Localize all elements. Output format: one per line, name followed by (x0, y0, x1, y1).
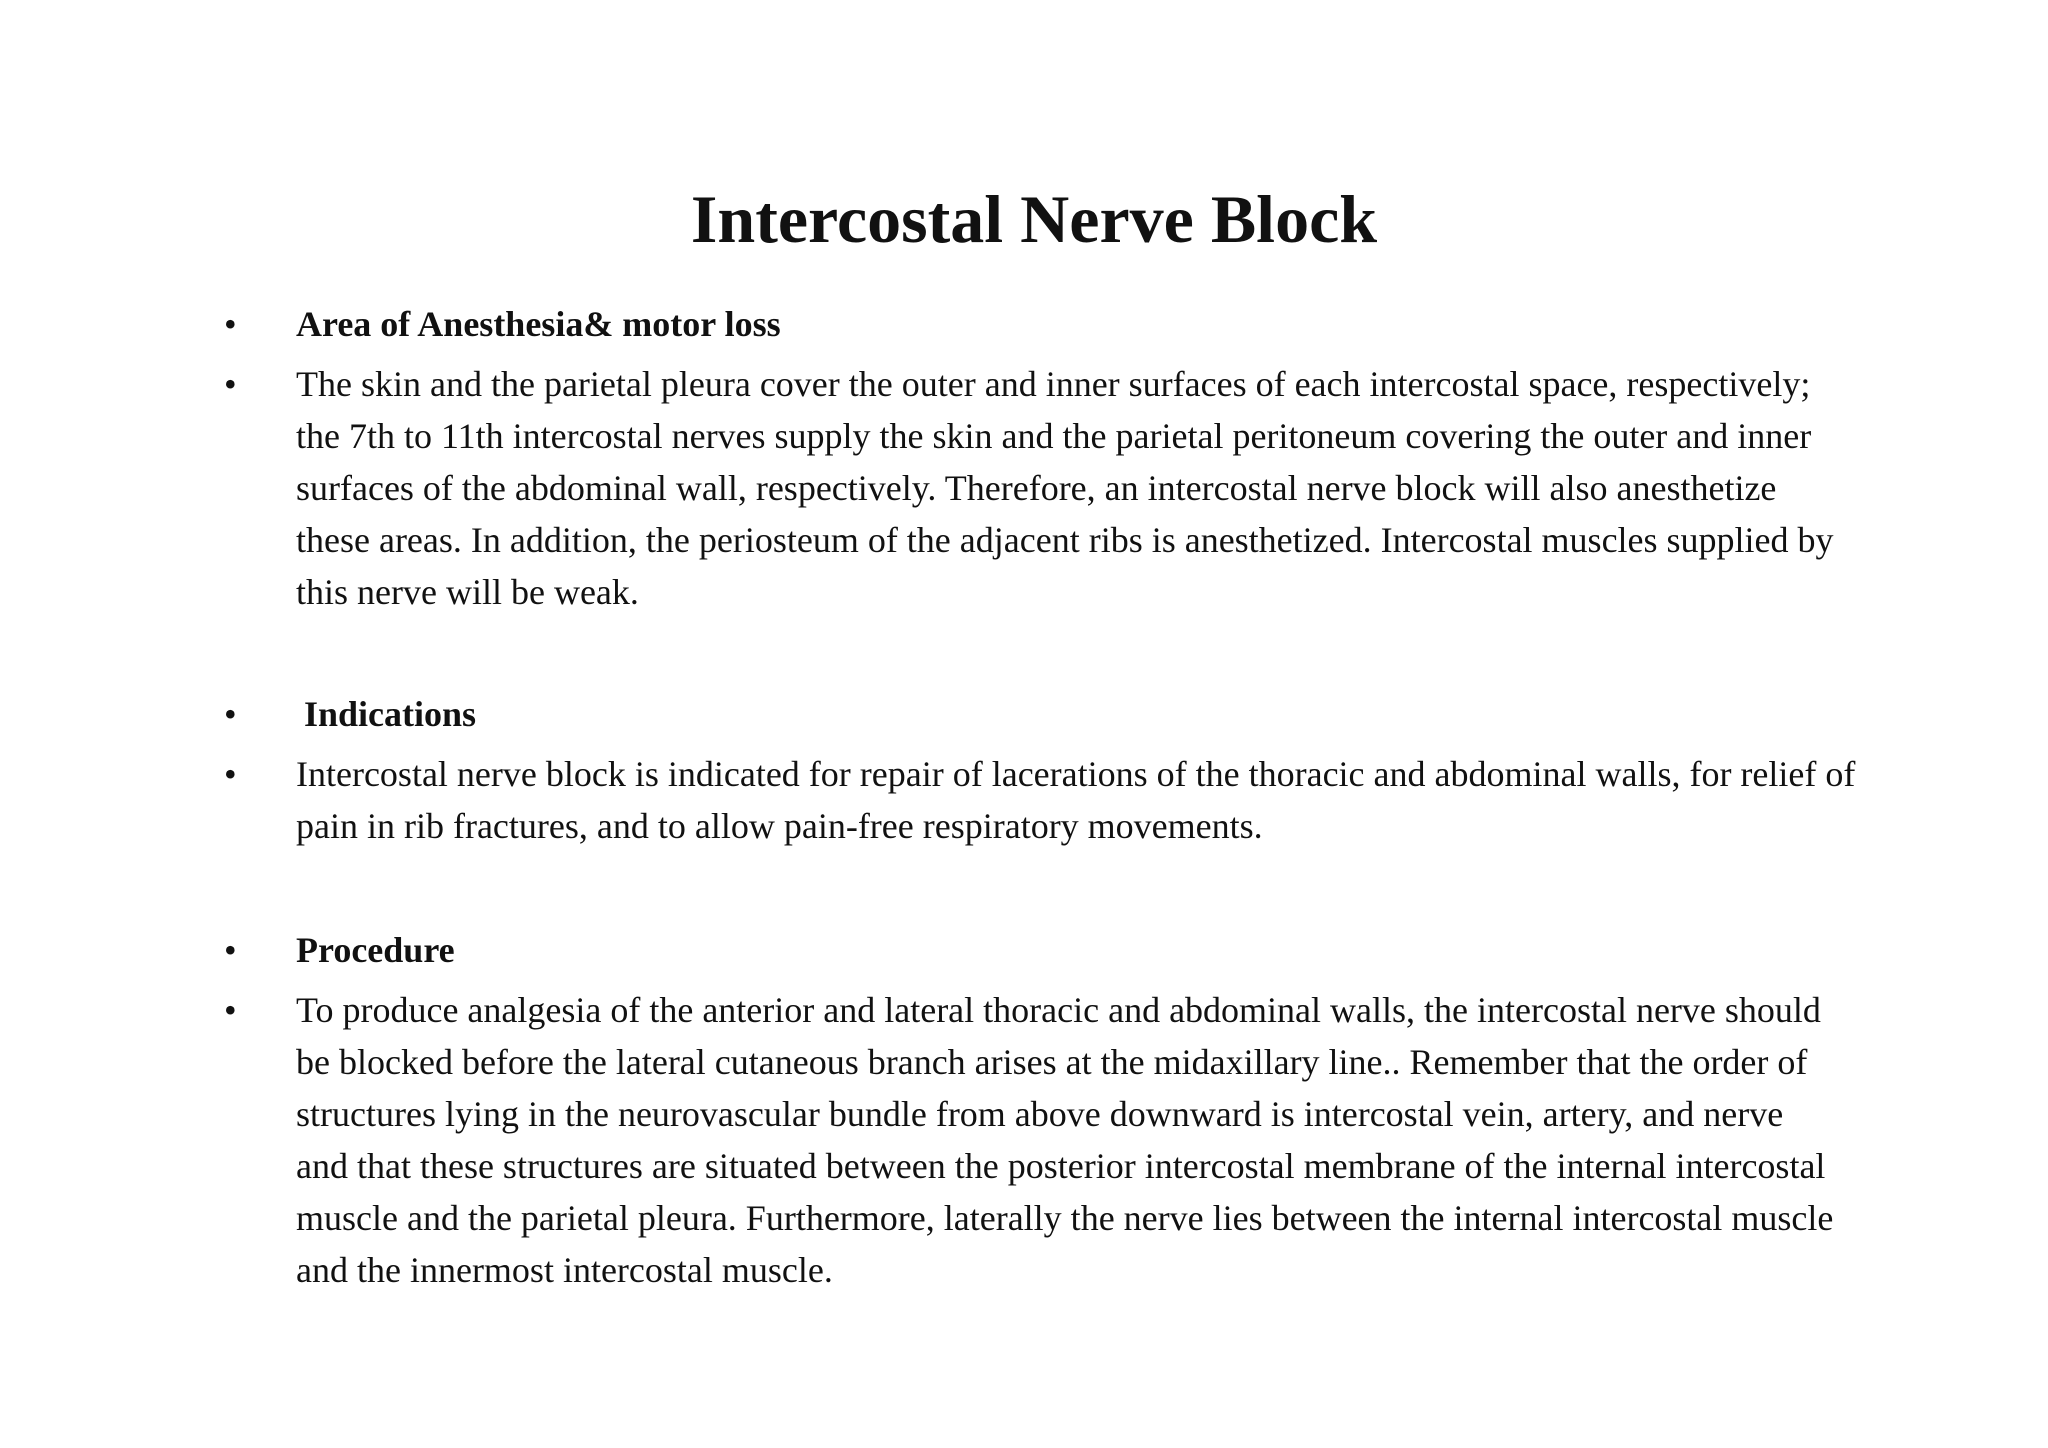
bullet-icon: • (224, 364, 237, 404)
section-body-procedure: To produce analgesia of the anterior and lateral thoracic and abdominal walls, the intercostal nerve should be blocked before the lateral cutaneous branch arises at the midaxillary line.. Remember that the order of structures lying in the neurovascular bundle from above downward is intercostal vein, artery, and nerve and that these structures are situated between the posterior intercostal membrane of the internal intercostal muscle and the parietal pleura. Furthermore, laterally the nerve lies between the internal intercostal muscle and the innermost intercostal muscle. (296, 990, 1834, 1290)
page-title: Intercostal Nerve Block (690, 181, 1378, 257)
bullet-icon: • (224, 304, 237, 344)
section-heading-indications: Indications (304, 694, 477, 734)
bullet-icon: • (224, 694, 237, 734)
section-body-area-of-anesthesia: The skin and the parietal pleura cover the outer and inner surfaces of each intercostal space, respectively; the 7th to 11th intercostal nerves supply the skin and the parietal peritoneum covering the outer and inner surfaces of the abdominal wall, respectively. Therefore, an intercostal nerve block will also anesthetize these areas. In addition, the periosteum of the adjacent ribs is anesthetized. Intercostal muscles supplied by this nerve will be weak. (296, 364, 1834, 612)
section-body-indications: Intercostal nerve block is indicated for repair of lacerations of the thoracic and abdominal walls, for relief of pain in rib fractures, and to allow pain-free respiratory movements. (296, 754, 1856, 846)
section-heading-procedure: Procedure (296, 930, 455, 970)
section-heading-area-of-anesthesia: Area of Anesthesia& motor loss (296, 304, 781, 344)
bullet-icon: • (224, 930, 237, 970)
bullet-icon: • (224, 990, 237, 1030)
bullet-icon: • (224, 754, 237, 794)
